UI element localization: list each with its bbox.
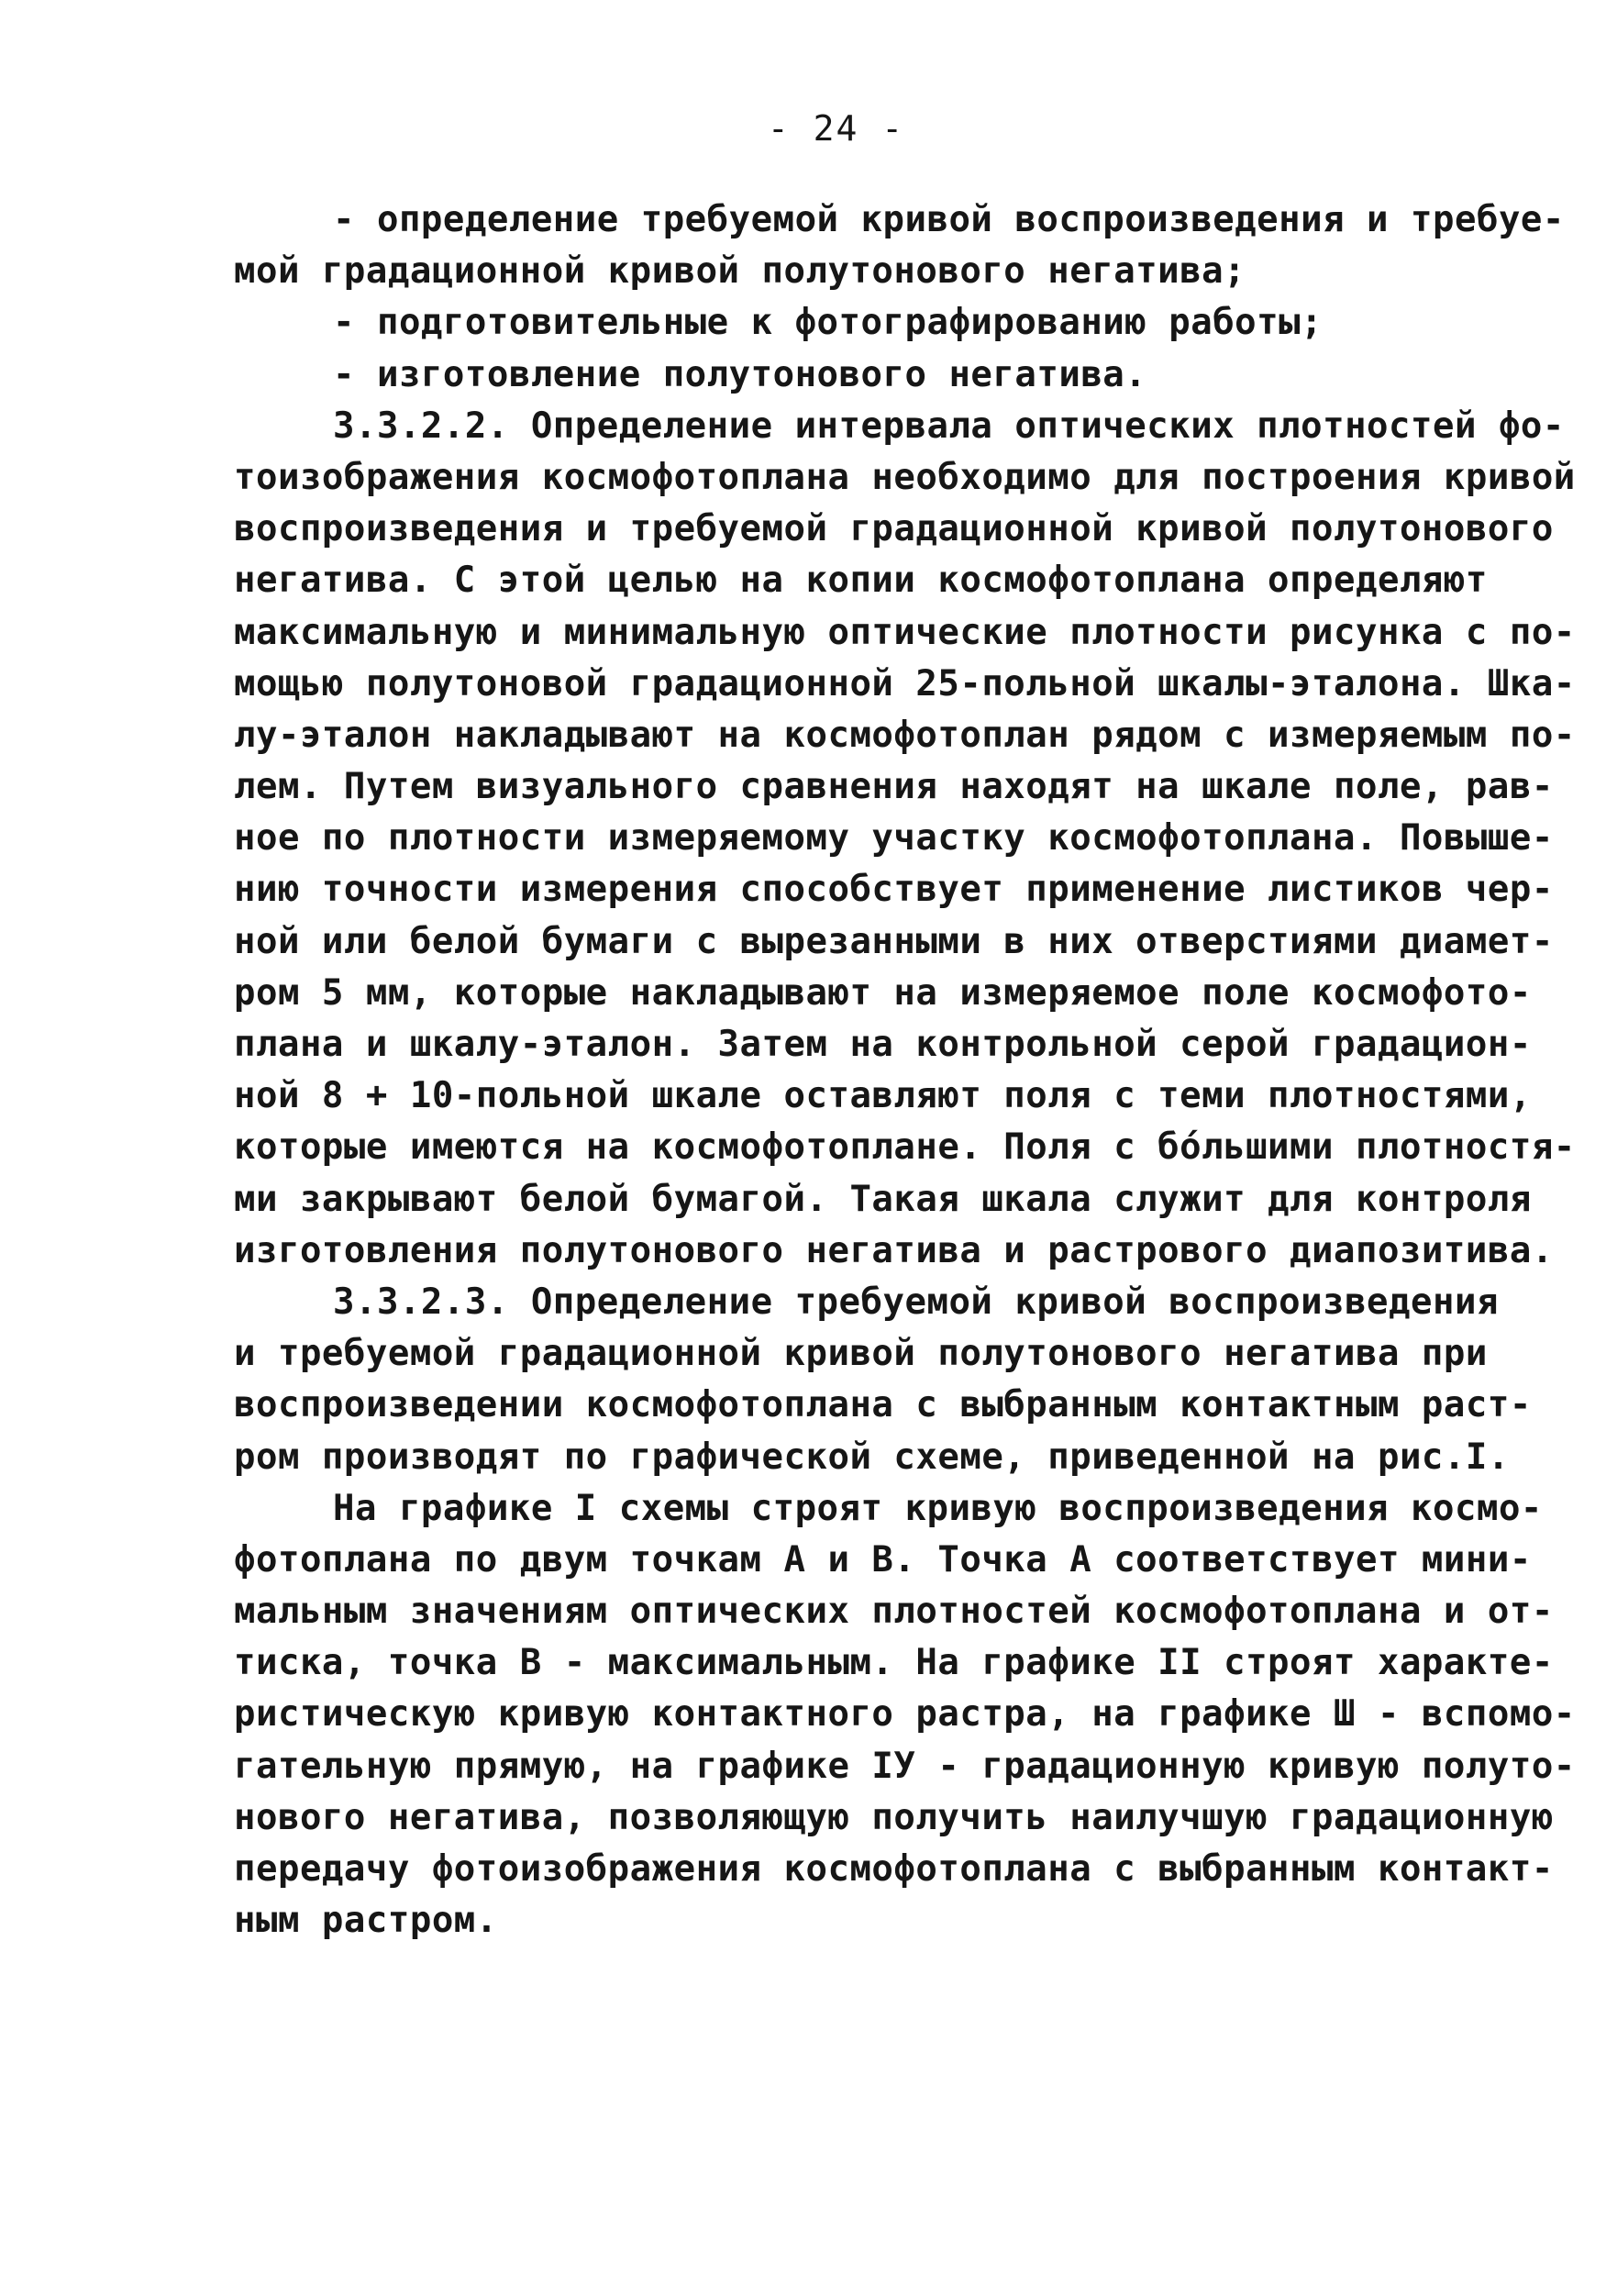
text-line: лем. Путем визуального сравнения находят на шкале поле, рав- bbox=[234, 766, 1554, 808]
text-line: негатива. С этой целью на копии космофотоплана определяют bbox=[234, 560, 1488, 602]
text-line: лу-эталон накладывают на космофотоплан рядом с измеряемым по- bbox=[234, 714, 1576, 756]
text-line: 3.3.2.2. Определение интервала оптических плотностей фо- bbox=[333, 405, 1565, 447]
text-line: мой градационной кривой полутонового негатива; bbox=[234, 250, 1246, 293]
text-line: тиска, точка В - максимальным. На графике II строят характе- bbox=[234, 1642, 1554, 1684]
text-line: ное по плотности измеряемому участку космофотоплана. Повыше- bbox=[234, 817, 1554, 860]
text-line: мощью полутоновой градационной 25-польной шкалы-эталона. Шка- bbox=[234, 662, 1576, 704]
text-line: ром производят по графической схеме, приведенной на рис.I. bbox=[234, 1436, 1510, 1478]
text-line: и требуемой градационной кривой полутонового негатива при bbox=[234, 1333, 1488, 1375]
text-line: которые имеются на космофотоплане. Поля с бо́льшими плотностя- bbox=[234, 1126, 1576, 1169]
body-text bbox=[234, 194, 1576, 1947]
text-line: ной или белой бумаги с вырезанными в них отверстиями диамет- bbox=[234, 920, 1554, 962]
text-line: мальным значениям оптических плотностей космофотоплана и от- bbox=[234, 1591, 1554, 1633]
text-line: передачу фотоизображения космофотоплана с выбранным контакт- bbox=[234, 1848, 1554, 1890]
text-line: гательную прямую, на графике IУ - градационную кривую полуто- bbox=[234, 1745, 1576, 1787]
text-line: максимальную и минимальную оптические плотности рисунка с по- bbox=[234, 611, 1576, 653]
text-line: нового негатива, позволяющую получить наилучшую градационную bbox=[234, 1796, 1554, 1838]
text-line: нию точности измерения способствует применение листиков чер- bbox=[234, 869, 1554, 911]
text-line: плана и шкалу-эталон. Затем на контрольной серой градацион- bbox=[234, 1024, 1532, 1065]
text-line: ной 8 + 10-польной шкале оставляют поля с теми плотностями, bbox=[234, 1075, 1532, 1117]
text-line: ным растром. bbox=[234, 1900, 498, 1942]
text-line: ристическую кривую контактного растра, на графике Ш - вспомо- bbox=[234, 1693, 1576, 1736]
text-line: фотоплана по двум точкам А и В. Точка А соответствует мини- bbox=[234, 1538, 1532, 1581]
page-number: - 24 - bbox=[767, 108, 905, 149]
text-line: воспроизведения и требуемой градационной кривой полутонового bbox=[234, 508, 1554, 550]
text-line: ром 5 мм, которые накладывают на измеряемое поле космофото- bbox=[234, 971, 1532, 1014]
text-line: - подготовительные к фотографированию работы; bbox=[333, 302, 1324, 344]
text-line: воспроизведении космофотоплана с выбранным контактным раст- bbox=[234, 1384, 1532, 1426]
text-line: На графике I схемы строят кривую воспроизведения космо- bbox=[333, 1487, 1543, 1529]
text-line: изготовления полутонового негатива и растрового диапозитива. bbox=[234, 1229, 1554, 1271]
text-line: - определение требуемой кривой воспроизведения и требуе- bbox=[333, 199, 1565, 240]
text-line: ми закрывают белой бумагой. Такая шкала служит для контроля bbox=[234, 1178, 1532, 1220]
text-line: 3.3.2.3. Определение требуемой кривой воспроизведения bbox=[333, 1281, 1499, 1323]
text-line: - изготовление полутонового негатива. bbox=[333, 353, 1147, 395]
text-line: тоизображения космофотоплана необходимо для построения кривой bbox=[234, 456, 1576, 498]
